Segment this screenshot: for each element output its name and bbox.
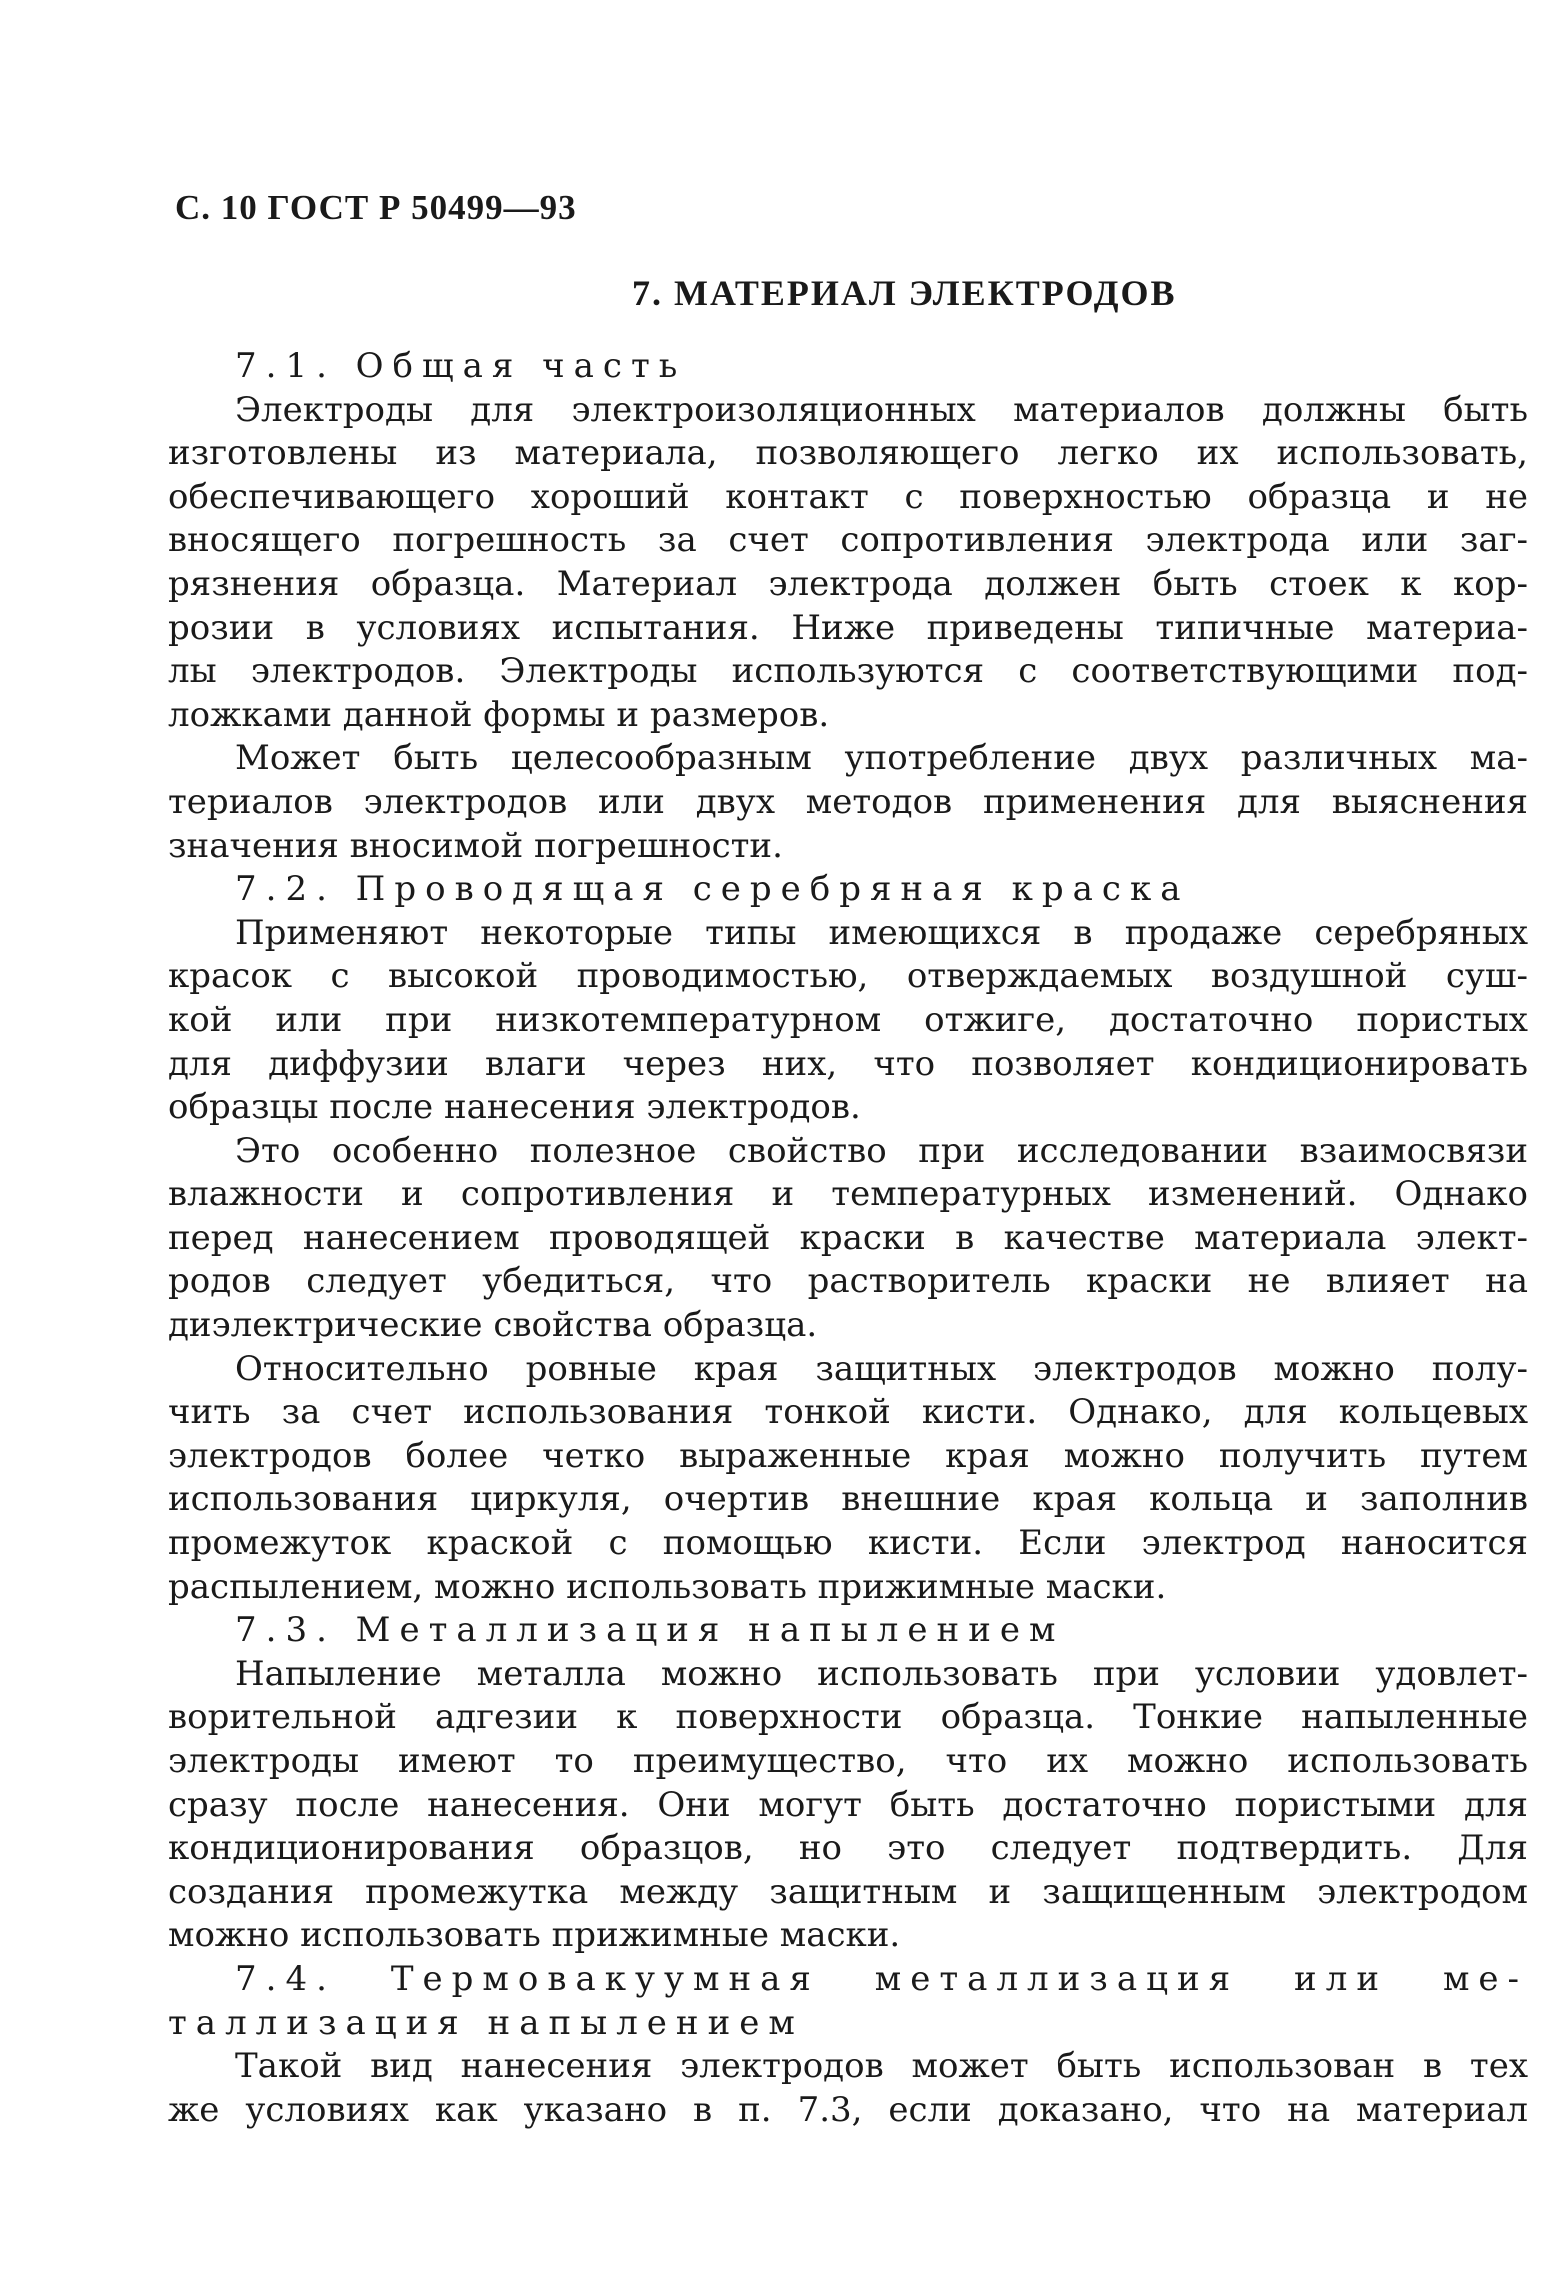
text-line: электроды имеют то преимущество, что их можно использовать (168, 1741, 1528, 1781)
text-line: изготовлены из материала, позволяющего легко их использовать, (168, 433, 1528, 474)
text-line: значения вносимой погрешности. (168, 825, 783, 866)
text-line: же условиях как указано в п. 7.3, если доказано, что на материал (168, 2089, 1528, 2130)
subsection-heading: 7.4. Термовакуумная металлизация или ме- (235, 1958, 1528, 1999)
text-line: образцы после нанесения электродов. (168, 1087, 861, 1128)
text-line: чить за счет использования тонкой кисти. Однако, для кольцевых (168, 1392, 1528, 1433)
body-text (168, 345, 1528, 2132)
section-title: 7. МАТЕРИАЛ ЭЛЕКТРОДОВ (632, 273, 1177, 313)
page-header: С. 10 ГОСТ Р 50499—93 (175, 188, 577, 227)
text-line: Относительно ровные края защитных электродов можно полу- (235, 1348, 1528, 1389)
text-line: для диффузии влаги через них, что позволяет кондиционировать (168, 1043, 1528, 1084)
text-line: влажности и сопротивления и температурных изменений. Однако (168, 1174, 1528, 1215)
text-line: промежуток краской с помощью кисти. Если электрод наносится (168, 1523, 1528, 1564)
text-line: распылением, можно использовать прижимные маски. (168, 1566, 1167, 1607)
text-line: териалов электродов или двух методов применения для выяснения (168, 781, 1528, 822)
text-line: лы электродов. Электроды используются с соответствующими под- (168, 651, 1528, 692)
text-line: родов следует убедиться, что растворитель краски не влияет на (168, 1261, 1528, 1302)
text-line: можно использовать прижимные маски. (168, 1915, 901, 1956)
text-line: кой или при низкотемпературном отжиге, достаточно пористых (168, 999, 1528, 1040)
text-line: Это особенно полезное свойство при исследовании взаимосвязи (235, 1130, 1528, 1171)
text-line: Напыление металла можно использовать при условии удовлет- (235, 1653, 1528, 1694)
subsection-heading: 7.3. Металлизация напылением (235, 1610, 1065, 1651)
subsection-heading: 7.1. Общая часть (235, 346, 687, 386)
text-line: вносящего погрешность за счет сопротивления электрода или заг- (168, 520, 1528, 561)
text-line: перед нанесением проводящей краски в качестве материала элект- (168, 1217, 1528, 1258)
text-line: красок с высокой проводимостью, отверждаемых воздушной суш- (168, 956, 1528, 997)
text-line: кондиционирования образцов, но это следует подтвердить. Для (168, 1828, 1528, 1869)
text-line: электродов более четко выраженные края можно получить путем (168, 1435, 1528, 1476)
subsection-heading: таллизация напылением (168, 2002, 804, 2043)
text-line: сразу после нанесения. Они могут быть достаточно пористыми для (168, 1784, 1528, 1825)
text-line: Такой вид нанесения электродов может быть использован в тех (235, 2046, 1528, 2087)
text-line: розии в условиях испытания. Ниже приведены типичные материа- (168, 607, 1528, 648)
text-line: рязнения образца. Материал электрода должен быть стоек к кор- (168, 563, 1528, 604)
subsection-heading: 7.2. Проводящая серебряная краска (235, 869, 1190, 910)
text-line: ложками данной формы и размеров. (168, 694, 830, 735)
text-line: обеспечивающего хороший контакт с поверхностью образца и не (168, 476, 1528, 517)
text-line: диэлектрические свойства образца. (168, 1305, 818, 1346)
text-line: Может быть целесообразным употребление двух различных ма- (235, 738, 1528, 779)
text-line: использования циркуля, очертив внешние края кольца и заполнив (168, 1479, 1528, 1520)
text-line: ворительной адгезии к поверхности образца. Тонкие напыленные (168, 1697, 1528, 1738)
text-line: Электроды для электроизоляционных материалов должны быть (235, 389, 1528, 430)
text-line: создания промежутка между защитным и защищенным электродом (168, 1871, 1528, 1912)
text-line: Применяют некоторые типы имеющихся в продаже серебряных (235, 912, 1528, 953)
